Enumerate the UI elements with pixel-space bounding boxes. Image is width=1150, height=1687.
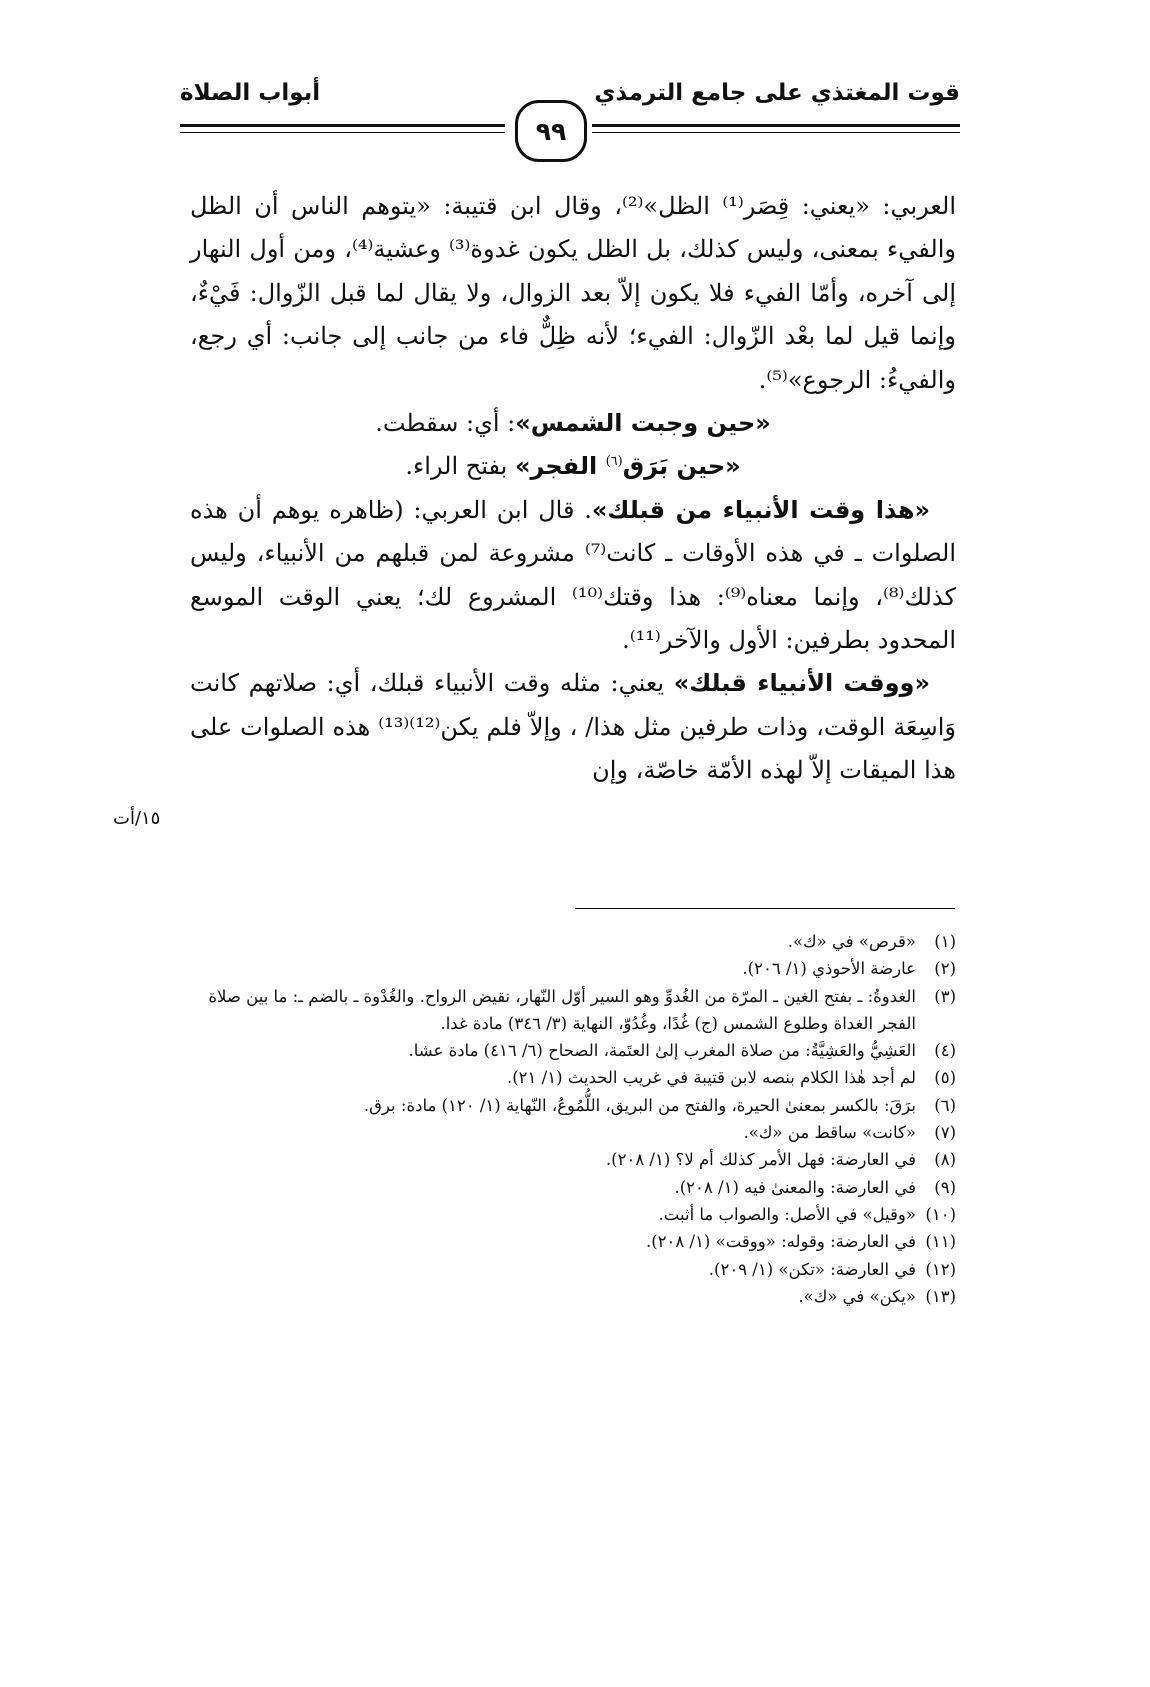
manuscript-folio-note: ١٥/أت — [113, 808, 161, 829]
footnote-number: (٦) — [934, 1095, 956, 1115]
footnote-text: برَقَ: بالكسر بمعنىٰ الحيرة، والفتح من البريق، اللُّمُوعُ، النّهاية (١/ ١٢٠) مادة: برق. — [363, 1095, 916, 1115]
lemma-baraq-close: الفجر» — [514, 452, 606, 481]
footnote-number: (٣) — [934, 986, 956, 1006]
footnote-item — [190, 928, 956, 955]
lemma-baraq-open: «حين بَرَق — [622, 452, 741, 481]
footnote-number: (٥) — [934, 1068, 956, 1088]
main-text — [190, 185, 956, 793]
footnote-item — [190, 1037, 956, 1064]
footnote-item — [190, 1092, 956, 1119]
footnote-text: عارضة الأحوذي (١/ ٢٠٦). — [742, 959, 916, 979]
footnote-number: (١٣) — [925, 1286, 956, 1306]
header-rule-left-thick — [180, 124, 505, 127]
commentary-4: . قال ابن العربي: (ظاهره يوهم أن هذه الصلوات ـ في هذه الأوقات ـ كانت⁽⁷⁾ مشروعة لمن قبلهم من الأنبياء، وليس كذلك⁽⁸⁾، وإنما معناه⁽⁹⁾: هذا وقتك⁽¹⁰⁾ المشروع لك؛ يعني الوقت الموسع المحدود بطرفين: الأول والآخر⁽¹¹⁾. — [190, 495, 957, 655]
page-number-badge: ٩٩ — [515, 100, 587, 162]
lemma-line-wajabat — [190, 402, 956, 445]
lemma-wajabat: «حين وجبت الشمس» — [515, 409, 771, 438]
footnote-item — [190, 983, 956, 1038]
header-rule-right-thin — [592, 132, 960, 133]
footnote-item — [190, 1201, 956, 1228]
footnote-text: في العارضة: وقوله: «ووقت» (١/ ٢٠٨). — [645, 1232, 916, 1252]
footnote-number: (١١) — [925, 1232, 956, 1252]
footnote-text: الغدوةُ: ـ بفتح الغين ـ المرّة من الغُدوِّ وهو السير أوّل النّهار، نقيض الرواح. والغُدْوة ـ بالضم ـ: ما بين صلاة الفجر الغداة وطلوع الشمس (ج) غُدًا، وغُدُوّ، النهاية (٣/ ٣٤٦) مادة غدا. — [208, 986, 916, 1033]
gloss-baraq: بفتح الراء. — [405, 452, 515, 481]
footnote-text: في العارضة: والمعنىٰ فيه (١/ ٢٠٨). — [674, 1177, 916, 1197]
footnotes — [190, 928, 956, 1310]
gloss-wajabat: : أي: سقطت. — [375, 409, 516, 438]
footnote-number: (١٢) — [925, 1259, 956, 1279]
footnote-text: «كانت» ساقط من «ك». — [743, 1123, 916, 1143]
footnote-item — [190, 1283, 956, 1310]
footnote-text: «قرص» في «ك». — [787, 932, 916, 951]
footnote-item — [190, 1146, 956, 1173]
header-rule-left-thin — [180, 132, 505, 133]
footnote-text: في العارضة: «تكن» (١/ ٢٠٩). — [708, 1259, 916, 1279]
paragraph-1: العربي: «يعني: قِصَر⁽¹⁾ الظل»⁽²⁾، وقال ابن قتيبة: «يتوهم الناس أن الظل والفيء بمعنى، وليس كذلك، بل الظل يكون غدوة⁽³⁾ وعشية⁽⁴⁾، ومن أول النهار إلى آخره، وأمّا الفيء فلا يكون إلاّ بعد الزوال، ولا يقال لما قبل الزّوال: فَيْءٌ، وإنما قيل لما بعْد الزّوال: الفيء؛ لأنه ظِلٌّ فاء من جانب إلى جانب: أي رجع، والفيءُ: الرجوع»⁽⁵⁾. — [190, 192, 956, 394]
lemma-line-baraq — [190, 445, 956, 488]
paragraph-4 — [190, 489, 956, 663]
footnote-number: (٢) — [934, 959, 956, 979]
paragraph-5 — [190, 662, 956, 792]
footnote-item — [190, 1064, 956, 1091]
footnote-number: (١) — [934, 932, 956, 951]
footnote-item — [190, 1174, 956, 1201]
page-header — [180, 72, 960, 152]
footnote-number: (٨) — [934, 1150, 956, 1170]
footnote-text: العَشِيُّ والعَشِيَّةُ: من صلاة المغرب إلىٰ العتَمة، الصحاح (٦/ ٤١٦) مادة عشا. — [408, 1041, 916, 1061]
footnote-item — [190, 1119, 956, 1146]
footnote-number: (١٠) — [925, 1204, 956, 1224]
footnote-number: (٩) — [934, 1177, 956, 1197]
footnote-text: لم أجد هٰذا الكلام بنصه لابن قتيبة في غريب الحديث (١/ ٢١). — [506, 1068, 916, 1088]
footnote-text: «يكن» في «ك». — [798, 1286, 916, 1306]
header-rule-right-thick — [592, 124, 960, 127]
book-title: قوت المغتذي على جامع الترمذي — [594, 80, 960, 106]
commentary-5: يعني: مثله وقت الأنبياء قبلك، أي: صلاتهم كانت وَاسِعَة الوقت، وذات طرفين مثل هذا/ ، وإلاّ فلم يكن⁽¹²⁾⁽¹³⁾ هذه الصلوات على هذا الميقات إلاّ لهذه الأمّة خاصّة، وإن — [190, 669, 957, 785]
footnote-ref-6: (٦) — [605, 454, 623, 470]
footnote-separator — [575, 908, 955, 909]
chapter-title: أبواب الصلاة — [180, 80, 321, 106]
footnote-text: «وقيل» في الأصل: والصواب ما أثبت. — [658, 1204, 916, 1224]
footnote-item — [190, 955, 956, 982]
lemma-waqt-al-anbiya: «هذا وقت الأنبياء من قبلك» — [591, 495, 930, 524]
footnote-number: (٧) — [934, 1123, 956, 1143]
footnote-item — [190, 1256, 956, 1283]
footnote-number: (٤) — [934, 1041, 956, 1061]
footnote-text: في العارضة: فهل الأمر كذلك أم لا؟ (١/ ٢٠٨). — [605, 1150, 916, 1170]
footnote-item — [190, 1228, 956, 1255]
lemma-wa-waqt: «ووقت الأنبياء قبلك» — [673, 669, 930, 698]
